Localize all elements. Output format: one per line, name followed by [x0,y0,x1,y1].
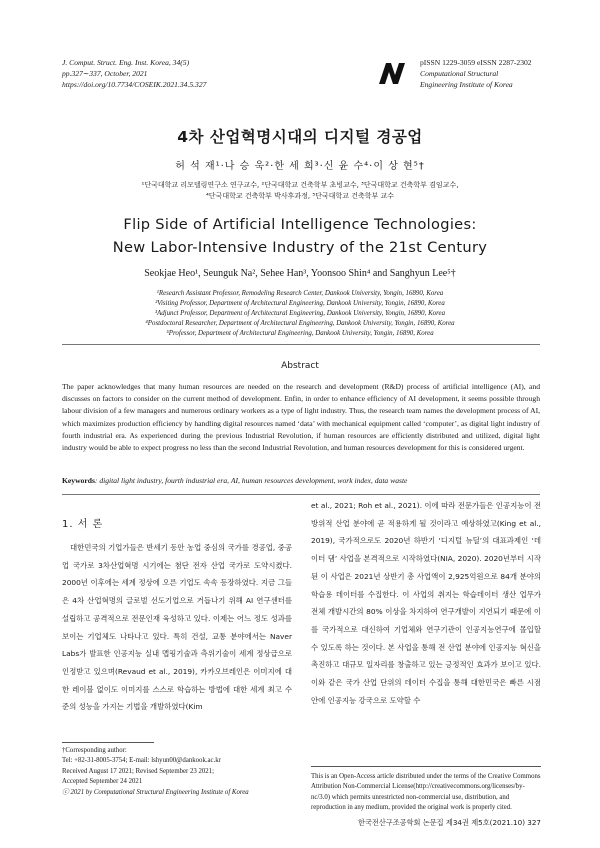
english-affiliation-line: ³Adjunct Professor, Department of Architectural Engineering, Dankook University, Yongin, 16890, Korea [154,309,446,317]
english-affiliations [0,289,600,339]
corresponding-author: †Corresponding author: [62,747,127,754]
left-column-body: 대한민국의 기업가들은 반세기 동안 농업 중심의 국가를 경공업, 중공업 국가로 3차산업혁명 시기에는 첨단 전자 산업 국가로 도약시켰다. 2000년 이후에는 세계 정상에 오른 기업도 속속 등장하였다. 지금 그들은 4차 산업혁명의 글로벌 선도기업으로 거듭나기 위해 AI 연구센터를 설립하고 공격적으로 전문인재 육성하고 있다. 이제는 어느 정도 성과를 보이는 기업체도 나타나고 있다. 특히 건설, 교통 분야에서는 Naver Labs가 발표한 인공지능 실내 맵핑기술과 측위기술이 세계 정상급으로 인정받고 있으며(Revaud et al., 2019), 카카오브레인은 이미지에 대한 레이블 없이도 이미지를 스스로 학습하는 방법에 대한 세계 최고 수준의 성능을 가지는 기법을 개발하였다(Kim [62,543,292,712]
section-heading-introduction: 1. 서 론 [62,519,104,530]
korean-authors: 허 석 재¹·나 승 욱²·한 세 희³·신 윤 수⁴·이 상 현⁵† [175,161,425,172]
journal-citation-block [62,57,206,90]
english-affiliation-line: ¹Research Assistant Professor, Remodeling Research Center, Dankook University, Yongin, 16890, Korea [156,290,444,297]
copyright: ⓒ 2021 by Computational Structural Engineering Institute of Korea [62,788,249,796]
english-title-line1: Flip Side of Artificial Intelligence Technologies: [123,216,477,233]
open-access-divider [311,766,541,767]
abstract-top-divider [62,344,540,345]
accepted-date: Accepted September 24 2021 [62,778,143,786]
received-dates: Received August 17 2021; Revised September 23 2021; [62,767,214,775]
english-affiliation-line: ⁴Postdoctoral Researcher, Department of Architectural Engineering, Dankook University, Yongin, 16890, Korea [145,319,455,327]
keywords-line [62,476,540,485]
publisher-line2: Engineering Institute of Korea [420,80,513,89]
english-authors: Seokjae Heo¹, Seunguk Na², Sehee Han³, Yoonsoo Shin⁴ and Sanghyun Lee⁵† [144,268,456,279]
korean-affiliation-line: ¹단국대학교 리모델링연구소 연구교수, ²단국대학교 건축학부 초빙교수, ³단국대학교 건축학부 겸임교수, [141,181,459,189]
korean-affiliation-line: ⁴단국대학교 건축학부 박사후과정, ⁵단국대학교 건축학부 교수 [205,192,394,200]
doi-link[interactable]: https://doi.org/10.7734/COSEIK.2021.34.5.327 [62,80,207,89]
journal-citation: J. Comput. Struct. Eng. Inst. Korea, 34(5) [62,58,190,67]
abstract-bottom-divider [62,494,540,495]
korean-title: 4차 산업혁명시대의 디지털 경공업 [177,128,423,146]
keywords-text: : digital light industry, fourth industrial era, AI, human resources development, work index, data waste [94,476,408,485]
publisher-line1: Computational Structural [420,69,499,78]
page-range: pp.327∼337, October, 2021 [62,69,148,78]
journal-logo-icon [377,60,407,86]
english-affiliation-line: ²Visiting Professor, Department of Architectural Engineering, Dankook University, Yongin, 16890, Korea [155,299,445,307]
english-title-line2: New Labor-Intensive Industry of the 21st Century [112,239,488,256]
issn: pISSN 1229-3059 eISSN 2287-2302 [420,58,532,67]
footnote [62,746,294,798]
footnote-divider [62,742,154,743]
publisher-block [420,57,532,90]
right-column-body: et al., 2021; Roh et al., 2021). 이에 따라 전문가들은 인공지능이 전방위적 산업 분야에 곧 적용하게 될 것이라고 예상하였고(King et al., 2019), 국가적으로도 2020년 하반기 ‘디지털 뉴딜’의 대표과제인 ‘데이터 댐’ 사업을 본격적으로 시작하였다(NIA, 2020). 2020년부터 시작된 이 사업은 2021년 상반기 총 사업액이 2,925억원으로 84개 분야의 학습용 데이터를 수집한다. 이 사업의 취지는 학습데이터 생산 업무가 전체 개발시간의 80% 이상을 차지하여 연구개발이 지연되기 때문에 이를 국가적으로 대신하여 기업체와 연구기관이 인공지능연구에 몰입할 수 있도록 하는 것이다. 본 사업을 통해 전 산업 분야에 인공지능 혁신을 촉진하고 대규모 일자리를 창출하고 있는 긍정적인 효과가 보이고 있다. 이와 같은 국가 산업 단위의 데이터 수집을 통해 대한민국은 빠른 시점 안에 인공지능 강국으로 도약할 수 [311,501,541,705]
abstract-heading: Abstract [281,361,319,371]
abstract-text: The paper acknowledges that many human resources are needed on the research and development (R&D) process of artificial intelligence (AI), and discusses on factors to consider on the current method of development. Enfin, in order to enhance efficiency of AI development, it seems possible through labour division of a few managers and numerous ordinary workers as a type of light industry. Thus, the research team names the development process of AI, which maximizes production efficiency by handling digital resources named ‘data’ with mechanical equipment called ‘computer’, as digital light industry of fourth industrial era. As experienced during the previous Industrial Revolution, if human resources are efficiently distributed and utilized, digital light industry would be able to expect progress no less than the second Industrial Revolution, and human resources development for this is considered urgent. [62,382,540,453]
page-footer: 한국전산구조공학회 논문집 제34권 제5호(2021.10) 327 [358,818,541,827]
contact-info: Tel: +82-31-8005-3754; E-mail: lshyun00@dankook.ac.kr [62,757,221,765]
korean-affiliations [0,180,600,202]
english-affiliation-line: ⁵Professor, Department of Architectural Engineering, Dankook University, Yongin, 16890, Korea [166,329,434,337]
keywords-label: Keywords [62,476,95,485]
open-access-note: This is an Open-Access article distributed under the terms of the Creative Commons Attribution Non-Commercial License(http://creativecommons.org/licenses/by-nc/3.0) which permits unrestricted non-commercial use, distribution, and reproduction in any medium, provided the original work is properly cited. [311,773,541,812]
english-title [0,213,600,259]
